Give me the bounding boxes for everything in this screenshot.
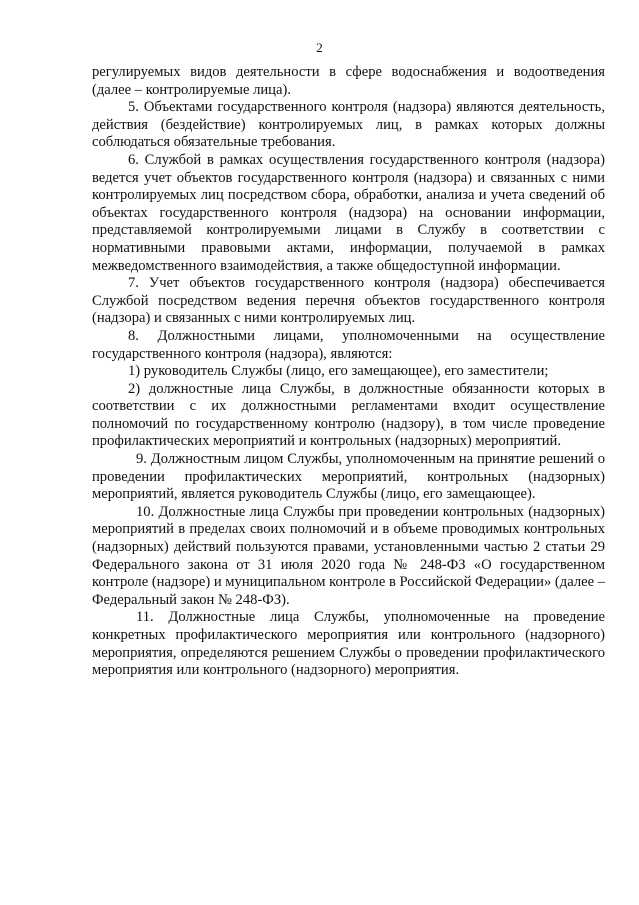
paragraph-item-10: 10. Должностные лица Службы при проведении контрольных (надзорных) мероприятий в пределах своих полномочий и в объеме проводимых контрольных (надзорных) действий пользуются правами, установленными частью 2 статьи 29 Федерального закона от 31 июля 2020 года № 248-ФЗ «О государственном контроле (надзоре) и муниципальном контроле в Российской Федерации» (далее – Федеральный закон № 248-ФЗ). <box>92 503 605 608</box>
paragraph-item-7: 7. Учет объектов государственного контроля (надзора) обеспечивается Службой посредством ведения перечня объектов государственного контроля (надзора) и связанных с ними контролируемых лиц. <box>92 275 605 327</box>
paragraph-item-5: 5. Объектами государственного контроля (надзора) являются деятельность, действия (бездействие) контролируемых лиц, в рамках которых должны соблюдаться обязательные требования. <box>92 99 605 151</box>
paragraph-item-8-sub-1: 1) руководитель Службы (лицо, его замещающее), его заместители; <box>128 363 549 380</box>
paragraph-item-9: 9. Должностным лицом Службы, уполномоченным на принятие решений о проведении профилактических мероприятий, контрольных (надзорных) мероприятий, является руководитель Службы (лицо, его замещающее). <box>92 451 605 503</box>
paragraph-item-11: 11. Должностные лица Службы, уполномоченные на проведение конкретных профилактического мероприятия или контрольного (надзорного) мероприятия, определяются решением Службы о проведении профилактического мероприятия или контрольного (надзорного) мероприятия. <box>92 609 605 679</box>
paragraph-item-8-sub-2: 2) должностные лица Службы, в должностные обязанности которых в соответствии с их должностными регламентами входит осуществление полномочий по государственному контролю (надзору), в том числе проведение профилактических мероприятий и контрольных (надзорных) мероприятий. <box>92 380 605 450</box>
page-number: 2 <box>316 40 323 55</box>
paragraph-item-8: 8. Должностными лицами, уполномоченными на осуществление государственного контроля (надзора), являются: <box>92 327 605 362</box>
paragraph-continuation: регулируемых видов деятельности в сфере водоснабжения и водоотведения (далее – контролируемые лица). <box>92 64 605 98</box>
paragraph-item-6: 6. Службой в рамках осуществления государственного контроля (надзора) ведется учет объектов государственного контроля (надзора) и связанных с ними контролируемых лиц посредством сбора, обработки, анализа и учета сведений об объектах государственного контроля (надзора) на основании информации, представляемой контролируемыми лицами в Службу в соответствии с нормативными правовыми актами, информации, получаемой в рамках межведомственного взаимодействия, а также общедоступной информации. <box>92 151 605 274</box>
document-body <box>92 64 605 680</box>
